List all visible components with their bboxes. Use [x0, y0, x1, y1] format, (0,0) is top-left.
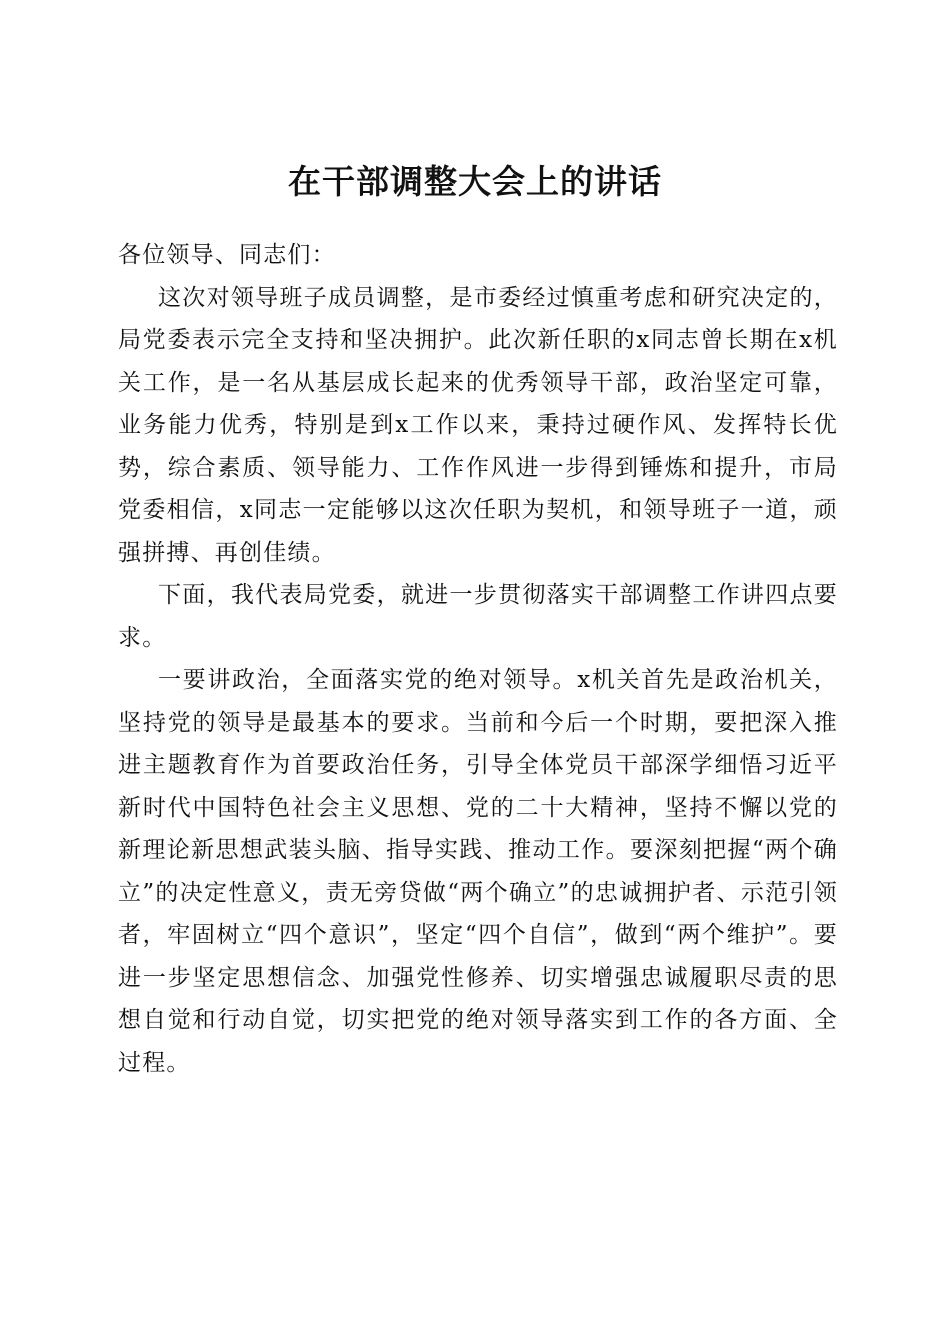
- paragraph-1: 这次对领导班子成员调整，是市委经过慎重考虑和研究决定的，局党委表示完全支持和坚决拥护。此次新任职的x同志曾长期在x机关工作，是一名从基层成长起来的优秀领导干部，政治坚定可靠，业务能力优秀，特别是到x工作以来，秉持过硬作风、发挥特长优势，综合素质、领导能力、工作作风进一步得到锤炼和提升，市局党委相信，x同志一定能够以这次任职为契机，和领导班子一道，顽强拼搏、再创佳绩。: [118, 284, 838, 566]
- document-body: [118, 234, 838, 1084]
- paragraph-2: 下面，我代表局党委，就进一步贯彻落实干部调整工作讲四点要求。: [118, 582, 838, 651]
- salutation: 各位领导、同志们：: [118, 242, 336, 268]
- page-title: 在干部调整大会上的讲话: [288, 162, 662, 202]
- paragraph-3: 一要讲政治，全面落实党的绝对领导。x机关首先是政治机关，坚持党的领导是最基本的要求。当前和今后一个时期，要把深入推进主题教育作为首要政治任务，引导全体党员干部深学细悟习近平新时代中国特色社会主义思想、党的二十大精神，坚持不懈以党的新理论新思想武装头脑、指导实践、推动工作。要深刻把握“两个确立”的决定性意义，责无旁贷做“两个确立”的忠诚拥护者、示范引领者，牢固树立“四个意识”，坚定“四个自信”，做到“两个维护”。要进一步坚定思想信念、加强党性修养、切实增强忠诚履职尽责的思想自觉和行动自觉，切实把党的绝对领导落实到工作的各方面、全过程。: [118, 667, 838, 1076]
